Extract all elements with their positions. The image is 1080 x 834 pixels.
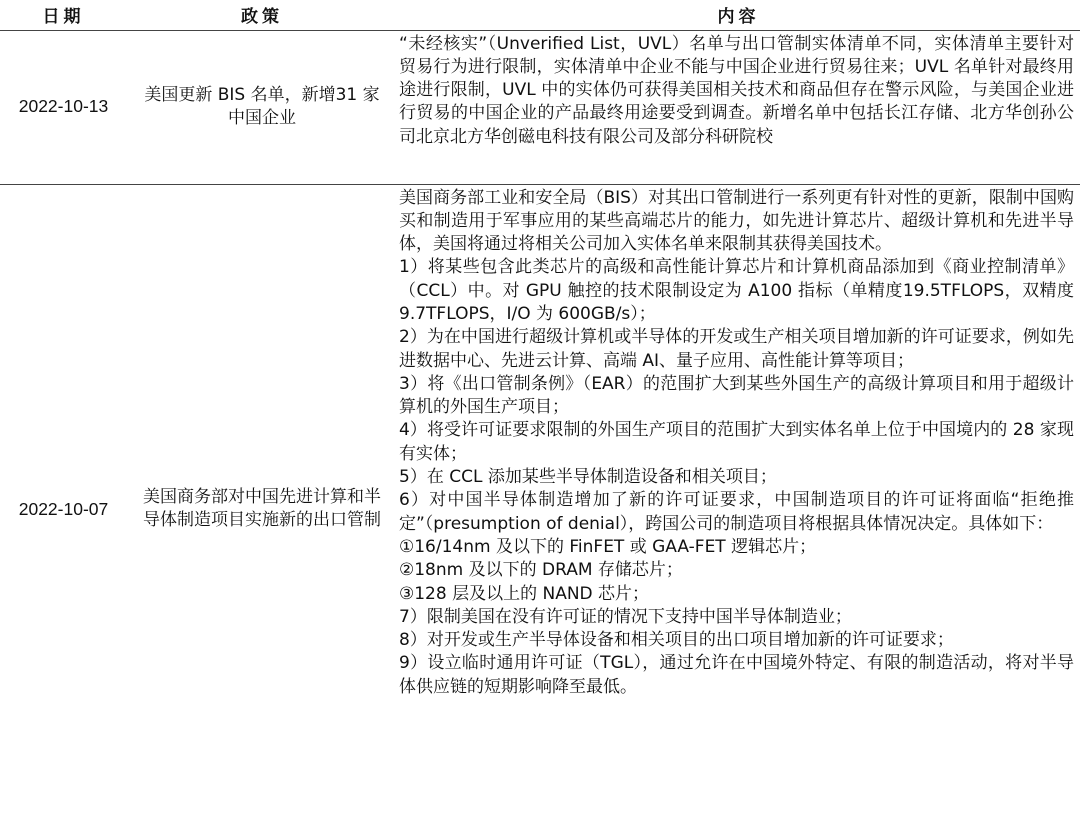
table-header — [0, 0, 1080, 30]
header-row — [0, 0, 1080, 30]
content-subitem: ③128 层及以上的 NAND 芯片； — [399, 583, 650, 604]
content-subitem: ②18nm 及以下的 DRAM 存储芯片； — [399, 560, 683, 581]
content-item: 9）设立临时通用许可证（TGL），通过允许在中国境外特定、有限的制造活动，将对半导体供应链的短期影响降至最低。 — [399, 653, 1074, 697]
content-paragraph: 美国商务部工业和安全局（BIS）对其出口管制进行一系列更有针对性的更新，限制中国购买和制造用于军事应用的某些高端芯片的能力，如先进计算芯片、超级计算机和先进半导体，美国将通过将相关公司加入实体名单来限制其获得美国技术。 — [399, 187, 1074, 255]
content-item: 5）在 CCL 添加某些半导体制造设备和相关项目； — [399, 467, 777, 488]
table-body — [0, 30, 1080, 834]
row-policy: 美国商务部对中国先进计算和半导体制造项目实施新的出口管制 — [143, 486, 381, 531]
content-item: 1）将某些包含此类芯片的高级和高性能计算芯片和计算机商品添加到《商业控制清单》（CCL）中。对 GPU 触控的技术限制设定为 A100 指标（单精度19.5TFLOPS，双精度 9.7TFLOPS，I/O 为 600GB/s）； — [399, 257, 1074, 324]
content-item: 6）对中国半导体制造增加了新的许可证要求，中国制造项目的许可证将面临“拒绝推定”（presumption of denial），跨国公司的制造项目将根据具体情况决定。具体如下： — [399, 490, 1074, 534]
header-content: 内容 — [397, 0, 1080, 30]
row-content — [397, 30, 1080, 184]
row-date: 2022-10-07 — [18, 498, 109, 519]
row-content — [397, 184, 1080, 834]
content-paragraphs — [399, 31, 1074, 149]
header-policy: 政策 — [127, 0, 397, 30]
header-date: 日期 — [0, 0, 127, 30]
table-row — [0, 184, 1080, 834]
content-item: 4）将受许可证要求限制的外国生产项目的范围扩大到实体名单上位于中国境内的 28 家现有实体； — [399, 420, 1074, 464]
content-item: 7）限制美国在没有许可证的情况下支持中国半导体制造业； — [399, 606, 852, 627]
row-date: 2022-10-13 — [0, 30, 127, 184]
content-item: 8）对开发或生产半导体设备和相关项目的出口项目增加新的许可证要求； — [399, 630, 954, 651]
content-paragraphs — [399, 185, 1074, 700]
content-item: 3）将《出口管制条例》（EAR）的范围扩大到某些外国生产的高级计算项目和用于超级计算机的外国生产项目； — [399, 373, 1074, 418]
content-item: 2）为在中国进行超级计算机或半导体的开发或生产相关项目增加新的许可证要求，例如先进数据中心、先进云计算、高端 AI、量子应用、高性能计算等项目； — [399, 327, 1074, 371]
table-row — [0, 30, 1080, 184]
row-policy: 美国更新 BIS 名单，新增31 家中国企业 — [127, 30, 397, 184]
content-paragraph: “未经核实”（Unverified List，UVL）名单与出口管制实体清单不同，实体清单主要针对贸易行为进行限制，实体清单中企业不能与中国企业进行贸易往来；UVL 名单针对最终用途进行限制，UVL 中的实体仍可获得美国相关技术和商品但存在警示风险，与美国企业进行贸易的中国企业的产品最终用途要受到调查。新增名单中包括长江存储、北方华创孙公司北京北方华创磁电科技有限公司及部分科研院校 — [399, 33, 1074, 147]
content-subitem: ①16/14nm 及以下的 FinFET 或 GAA-FET 逻辑芯片； — [399, 536, 817, 557]
